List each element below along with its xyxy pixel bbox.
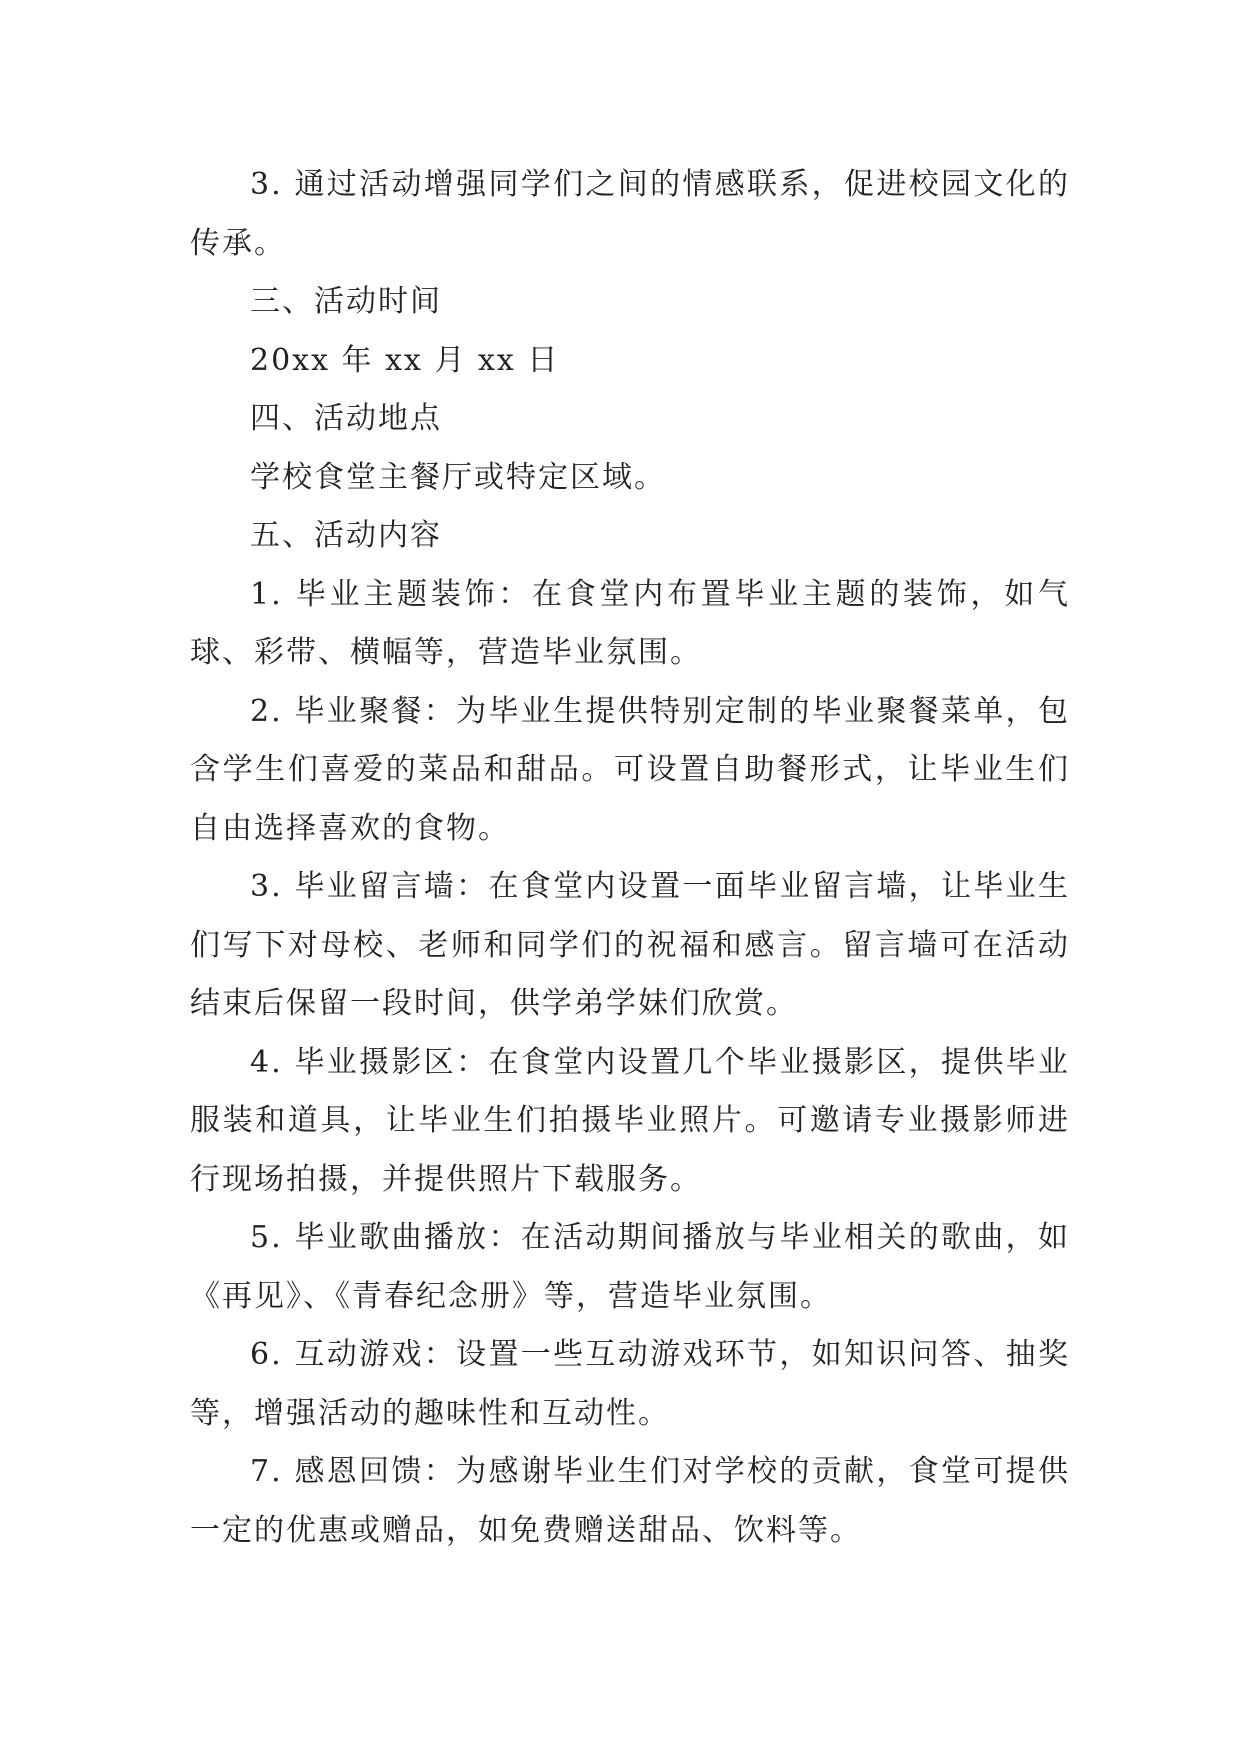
paragraph-content-item-1: 1. 毕业主题装饰：在食堂内布置毕业主题的装饰，如气球、彩带、横幅等，营造毕业氛围。 — [190, 576, 1070, 670]
paragraph-content-item-5: 5. 毕业歌曲播放：在活动期间播放与毕业相关的歌曲，如《再见》、《青春纪念册》等，营造毕业氛围。 — [190, 1220, 1070, 1314]
paragraph-content-item-2: 2. 毕业聚餐：为毕业生提供特别定制的毕业聚餐菜单，包含学生们喜爱的菜品和甜品。可设置自助餐形式，让毕业生们自由选择喜欢的食物。 — [190, 693, 1070, 846]
paragraph-content-item-3: 3. 毕业留言墙：在食堂内设置一面毕业留言墙，让毕业生们写下对母校、老师和同学们的祝福和感言。留言墙可在活动结束后保留一段时间，供学弟学妹们欣赏。 — [190, 869, 1070, 1021]
document-body — [190, 156, 1070, 1560]
paragraph-content-item-7: 7. 感恩回馈：为感谢毕业生们对学校的贡献，食堂可提供一定的优惠或赠品，如免费赠送甜品、饮料等。 — [190, 1454, 1070, 1548]
paragraph-objective-3: 3. 通过活动增强同学们之间的情感联系，促进校园文化的传承。 — [190, 167, 1070, 261]
heading-activity-time: 三、活动时间 — [250, 284, 442, 319]
paragraph-activity-location: 学校食堂主餐厅或特定区域。 — [250, 459, 666, 495]
heading-activity-location: 四、活动地点 — [250, 401, 442, 436]
paragraph-content-item-4: 4. 毕业摄影区：在食堂内设置几个毕业摄影区，提供毕业服装和道具，让毕业生们拍摄毕业照片。可邀请专业摄影师进行现场拍摄，并提供照片下载服务。 — [190, 1044, 1070, 1197]
heading-activity-content: 五、活动内容 — [250, 518, 442, 553]
paragraph-activity-date: 20xx 年 xx 月 xx 日 — [250, 342, 560, 378]
paragraph-content-item-6: 6. 互动游戏：设置一些互动游戏环节，如知识问答、抽奖等，增强活动的趣味性和互动性。 — [190, 1337, 1070, 1431]
